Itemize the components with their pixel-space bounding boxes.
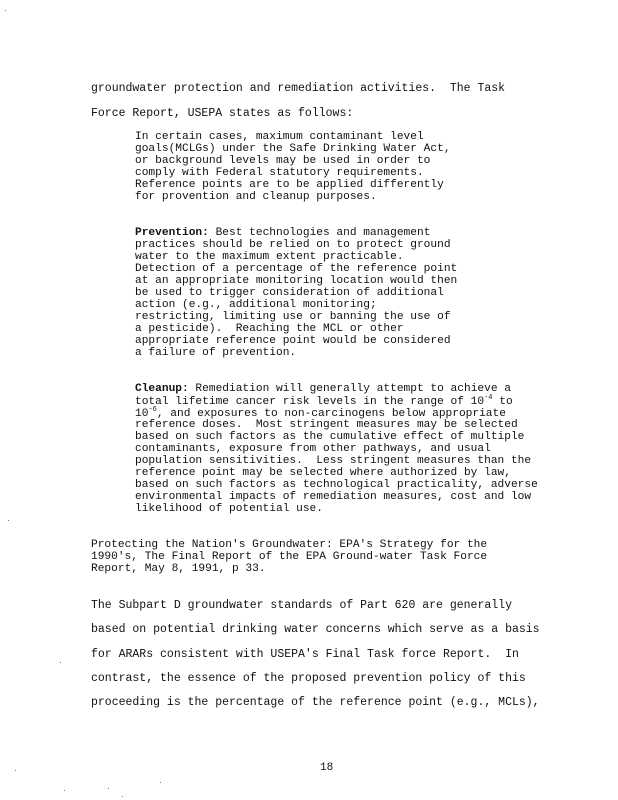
prevention-line: be used to trigger consideration of additional	[135, 287, 444, 299]
cleanup-label: Cleanup:	[135, 383, 189, 395]
prevention-line: water to the maximum extent practicable.	[135, 251, 404, 263]
cleanup-line: reference doses. Most stringent measures may be selected	[135, 419, 518, 431]
citation-line: 1990's, The Final Report of the EPA Ground-water Task Force	[91, 551, 488, 563]
quote-line: comply with Federal statutory requirements.	[135, 167, 424, 179]
cleanup-line: based on such factors as technological practicality, adverse	[135, 479, 538, 491]
citation-line: Protecting the Nation's Groundwater: EPA's Strategy for the	[91, 539, 488, 551]
prevention-line: action (e.g., additional monitoring;	[135, 299, 377, 311]
quote-line: for provention and cleanup purposes.	[135, 191, 377, 203]
scan-speck	[15, 770, 16, 771]
quote-line: Reference points are to be applied differently	[135, 179, 444, 191]
body-line: proceeding is the percentage of the reference point (e.g., MCLs),	[91, 696, 540, 709]
cleanup-line: likelihood of potential use.	[135, 503, 323, 515]
scan-speck	[122, 796, 123, 797]
prevention-line: at an appropriate monitoring location would then	[135, 275, 458, 287]
prevention-line: a pesticide). Reaching the MCL or other	[135, 323, 404, 335]
cleanup-line: $10^{-6}$, and exposures to non-carcinogens below appropriate	[135, 406, 506, 420]
prevention-first-line	[135, 227, 430, 239]
prevention-first-line-text: Best technologies and management	[208, 227, 431, 239]
prevention-line: restricting, limiting use or banning the use of	[135, 311, 451, 323]
cleanup-line: environmental impacts of remediation measures, cost and low	[135, 491, 532, 503]
scan-speck	[160, 782, 161, 783]
cleanup-line: reference point may be selected where authorized by law,	[135, 467, 511, 479]
cleanup-line: based on such factors as the cumulative effect of multiple	[135, 431, 525, 443]
prevention-line: appropriate reference point would be considered	[135, 335, 451, 347]
quote-line: In certain cases, maximum contaminant level	[135, 131, 424, 143]
intro-line-1: groundwater protection and remediation activities. The Task	[91, 82, 506, 95]
cleanup-first-line-text: Remediation will generally attempt to achieve a	[188, 383, 511, 395]
body-line: for ARARs consistent with USEPA's Final Task force Report. In	[91, 648, 519, 661]
prevention-line: Detection of a percentage of the reference point	[135, 263, 458, 275]
scan-speck	[5, 10, 6, 11]
scan-speck	[8, 520, 9, 521]
prevention-line: a failure of prevention.	[135, 347, 297, 359]
intro-line-2: Force Report, USEPA states as follows:	[91, 107, 354, 120]
page-number: 18	[320, 762, 334, 774]
cleanup-line: total lifetime cancer risk levels in the range of $10^{-4}$ to	[135, 394, 513, 408]
prevention-label: Prevention:	[135, 227, 209, 239]
cleanup-line: population sensitivities. Less stringent measures than the	[135, 455, 532, 467]
exponent: -6	[148, 406, 157, 414]
scan-speck	[64, 790, 65, 791]
scan-speck	[108, 788, 109, 789]
body-line: The Subpart D groundwater standards of Part 620 are generally	[91, 599, 512, 612]
body-line: based on potential drinking water concerns which serve as a basis	[91, 623, 540, 636]
quote-line: goals(MCLGs) under the Safe Drinking Water Act,	[135, 143, 451, 155]
cleanup-line: contaminants, exposure from other pathways, and usual	[135, 443, 491, 455]
body-line: contrast, the essence of the proposed prevention policy of this	[91, 672, 526, 685]
cleanup-first-line	[135, 383, 511, 395]
citation-line: Report, May 8, 1991, p 33.	[91, 563, 266, 575]
prevention-line: practices should be relied on to protect ground	[135, 239, 451, 251]
exponent: -4	[484, 394, 493, 402]
scan-speck	[60, 662, 61, 663]
quote-line: or background levels may be used in order to	[135, 155, 431, 167]
